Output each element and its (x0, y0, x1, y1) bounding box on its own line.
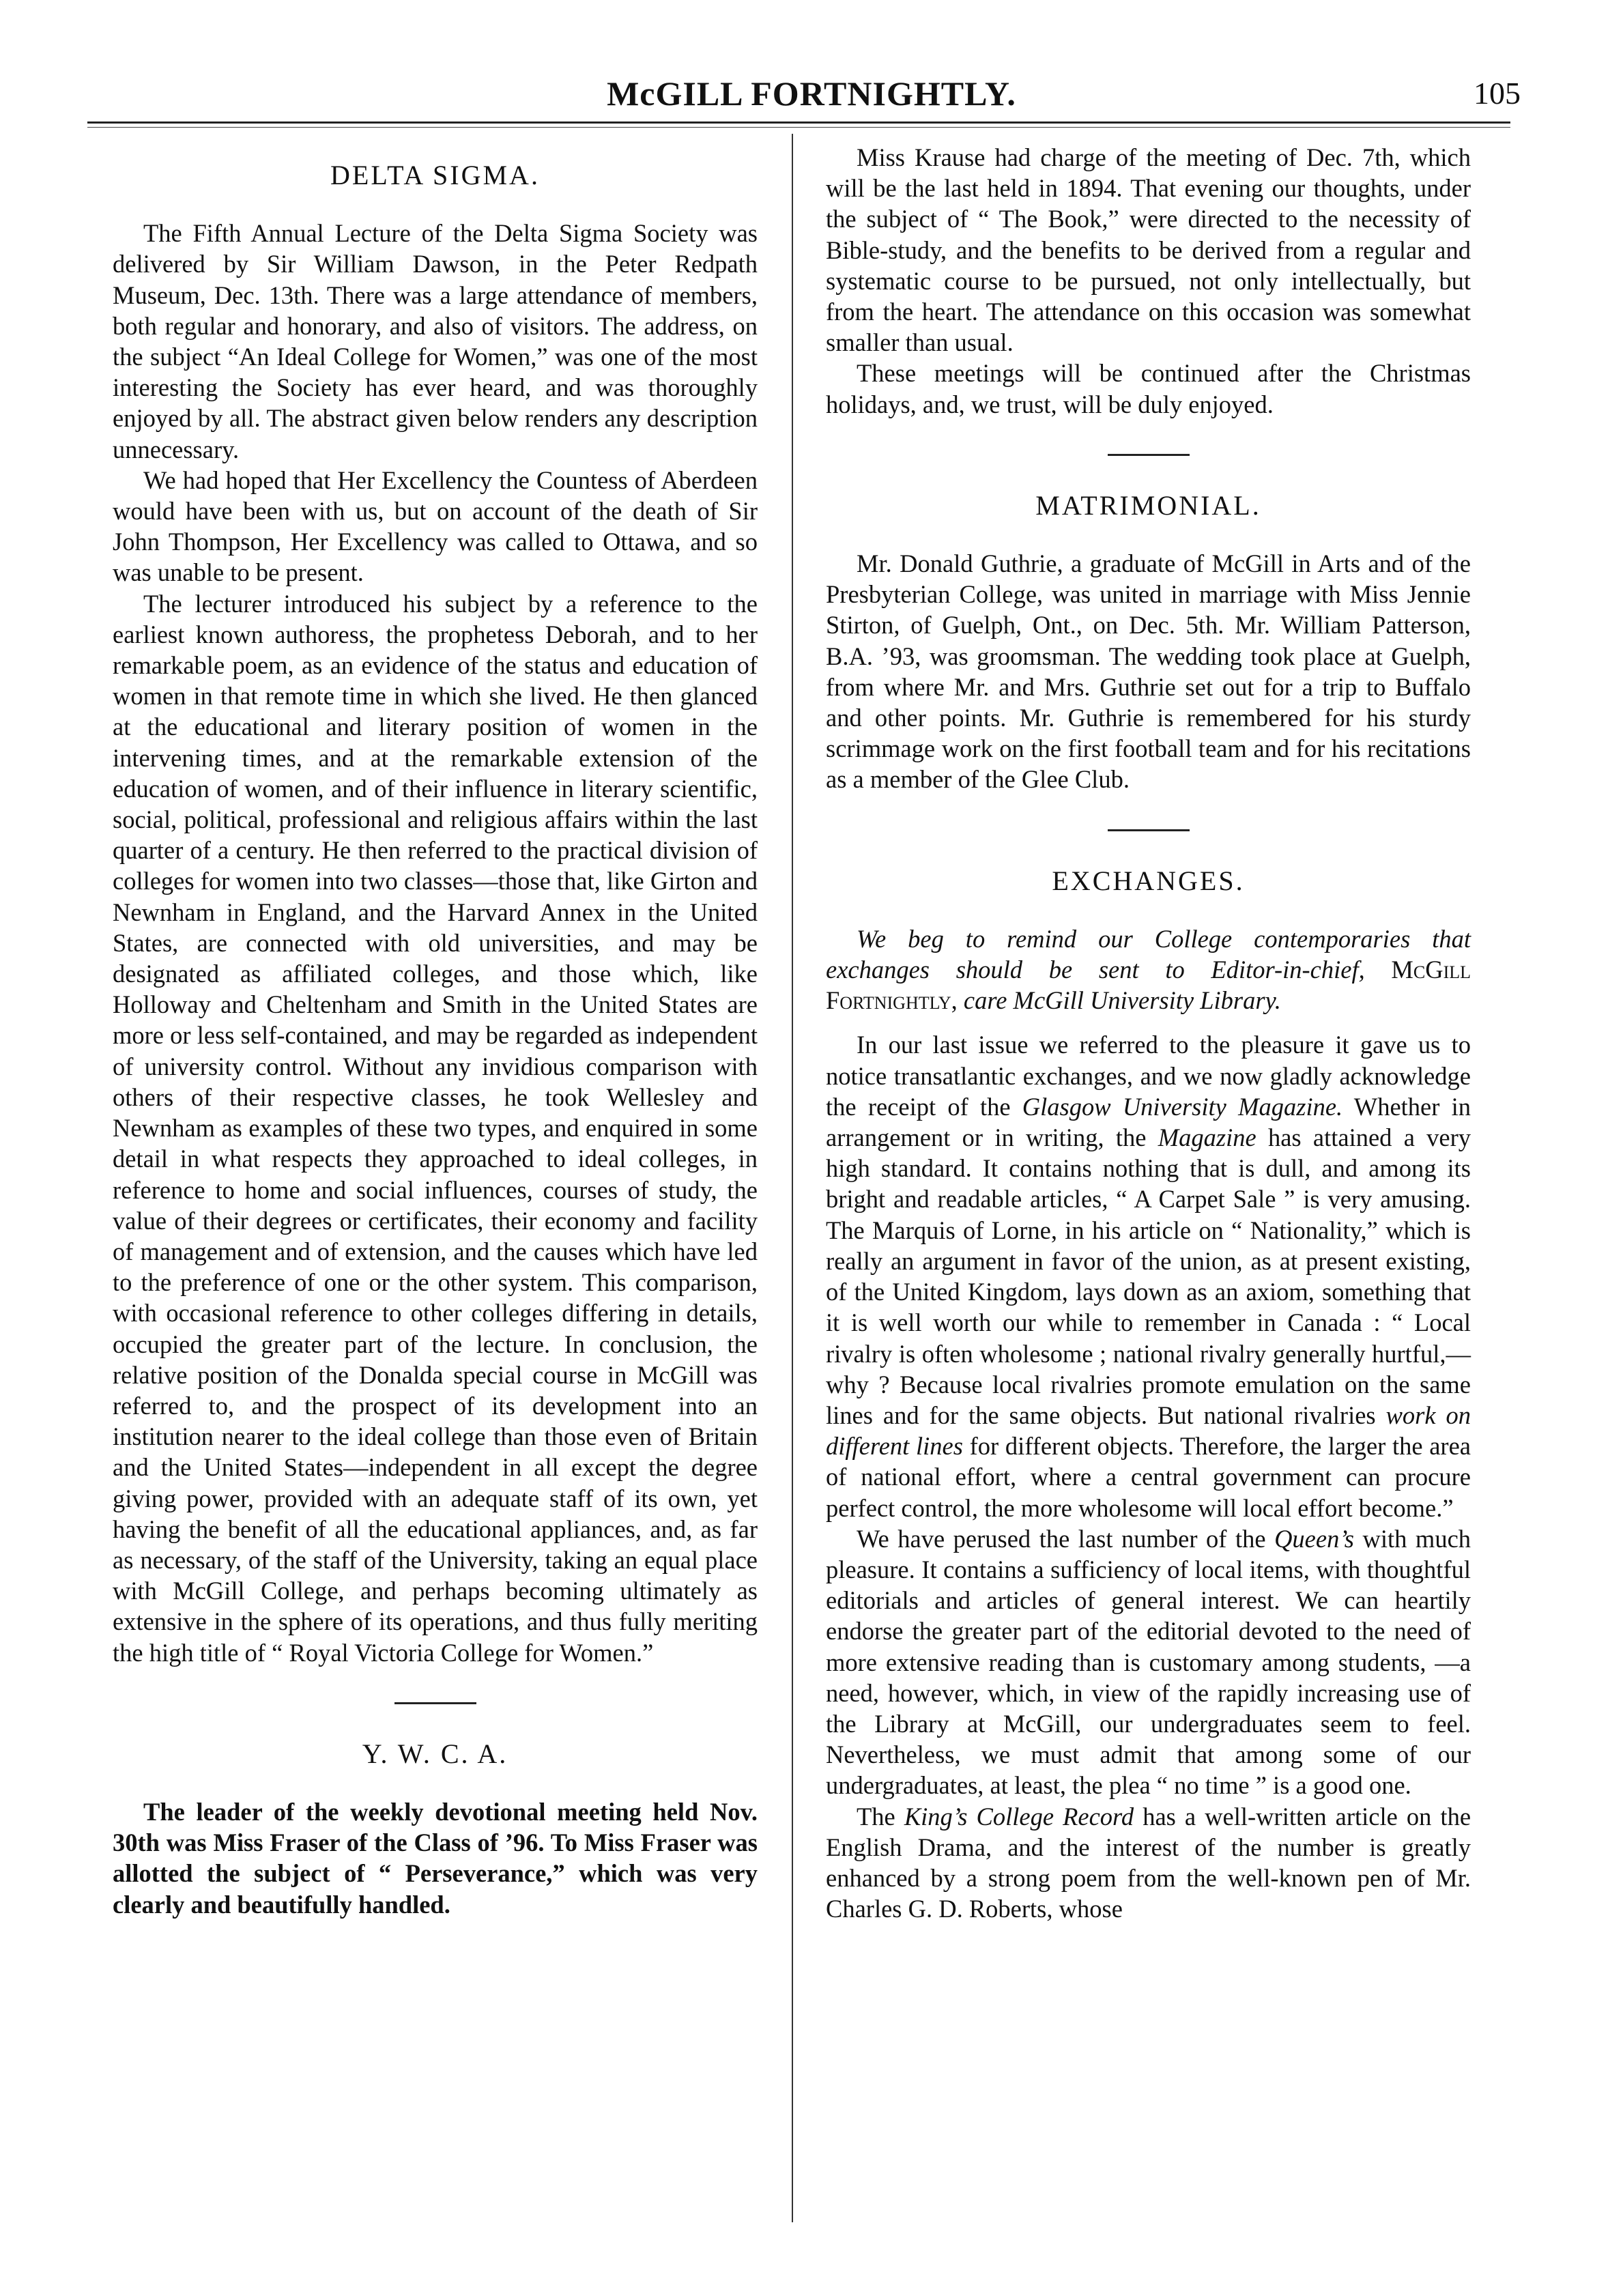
page-number: 105 (1474, 76, 1521, 111)
article-paragraph: The lecturer introduced his subject by a reference to the earliest known authoress, the prophetess Deborah, and to her remarkable poem, as an evidence of the status and education of women in that remote time in which she lived. He then glanced at the educational and literary position of women in the intervening times, and at the remarkable extension of the education of women, and of their influence in literary scientific, social, political, professional and religious affairs within the last quarter of a century. He then referred to the practical division of colleges for women into two classes—those that, like Girton and Newnham in England, and the Harvard Annex in the United States, are connected with old universities, and may be designated as affiliated colleges, and those which, like Holloway and Cheltenham and Smith in the United States are more or less self-contained, and may be regarded as independent of university control. Without any invidious comparison with others of their respective classes, he took Wellesley and Newnham as examples of these two types, and enquired in some detail in what respects they approached to ideal colleges, in reference to home and social influences, courses of study, the value of their degrees or certificates, their economy and facility of management and of extension, and the causes which have led to the preference of one or the other system. This comparison, with occasional reference to other colleges differing in details, occupied the greater part of the lecture. In conclusion, the relative position of the Donalda special course in McGill was referred to, and the prospect of its development into an institution nearer to the ideal college than those even of Britain and the United States—independent in all except the degree giving power, provided with an adequate staff of its own, yet having the benefit of all the educational appliances, and, as far as necessary, of the staff of the University, taking an equal place with McGill College, and perhaps becoming ultimately as extensive in the sphere of its operations, and thus fully meriting the high title of “ Royal Victoria College for Women.” (113, 589, 758, 1667)
section-ywca (113, 1738, 758, 1920)
text-run: The (857, 1802, 895, 1831)
emphasis: work on different lines (826, 1401, 1471, 1461)
section-exchanges (826, 865, 1471, 1925)
column-divider (792, 134, 793, 2222)
publication-title: Queen’s (1274, 1524, 1354, 1553)
article-paragraph: The Fifth Annual Lecture of the Delta Sigma Society was delivered by Sir William Dawson, in the Peter Redpath Museum, Dec. 13th. There was a large attendance of members, both regular and honorary, and also of visitors. The address, on the subject “An Ideal College for Women,” was one of the most interesting the Society has ever heard, and was thoroughly enjoyed by all. The abstract given below renders any description unnecessary. (113, 219, 758, 463)
article-paragraph (826, 1801, 1471, 1925)
header-rule (87, 121, 1510, 124)
text-run: Whether in arrangement or in writing, the (826, 1092, 1471, 1152)
article-paragraph: The leader of the weekly devotional meeting held Nov. 30th was Miss Fraser of the Class of ’96. To Miss Fraser was allotted the subject of “ Perseverance,” which was very clearly and beautifully handled. (113, 1797, 758, 1919)
text-run: has attained a very high standard. It contains nothing that is dull, and among its bright and readable articles, “ A Carpet Sale ” is very amusing. The Marquis of Lorne, in his article on “ Nationality,” which is really an argument in favor of the union, as at present existing, of the United Kingdom, lays down as an axiom, something that it is well worth our while to remember in Canada : “ Local rivalry is often wholesome ; national rivalry generally hurtful,—why ? Because local rivalries promote emulation on the same lines and for the same objects. But national rivalries (826, 1123, 1471, 1429)
section-heading-ywca: Y. W. C. A. (362, 1738, 508, 1769)
text-run: with much pleasure. It contains a sufficiency of local items, with thoughtful editorials and articles of general interest. We can heartily endorse the greater part of the editorial devoted to the need of more extensive reading than is customary among students, —a need, however, which, in view of the rapidly increasing use of the Library at McGill, our undergraduates seem to feel. Nevertheless, we must admit that among some of our undergraduates, at least, the plea “ no time ” is a good one. (826, 1524, 1471, 1800)
section-heading-matrimonial: MATRIMONIAL. (1035, 489, 1261, 521)
text-run: We have perused the last number of the (857, 1524, 1266, 1553)
section-heading-exchanges: EXCHANGES. (1052, 865, 1245, 896)
masthead (0, 68, 1623, 116)
exchanges-notice (826, 923, 1471, 1016)
notice-publication-name: McGill Fortnightly, (826, 956, 1471, 1015)
section-heading-delta-sigma: DELTA SIGMA. (330, 160, 540, 190)
notice-text: We beg to remind our College contemporaries that exchanges should be sent to Editor-in-chief, (826, 924, 1471, 984)
publication-title: Glasgow University Magazine. (1022, 1092, 1343, 1121)
section-separator (1108, 829, 1190, 831)
article-paragraph (826, 1029, 1471, 1523)
running-title: McGILL FORTNIGHTLY. (607, 74, 1016, 113)
section-delta-sigma (113, 160, 758, 1668)
article-paragraph: Mr. Donald Guthrie, a graduate of McGill in Arts and of the Presbyterian College, was united in marriage with Miss Jennie Stirton, of Guelph, Ont., on Dec. 5th. Mr. William Patterson, B.A. ’93, was groomsman. The wedding took place at Guelph, from where Mr. and Mrs. Guthrie set out for a trip to Buffalo and other points. Mr. Guthrie is remembered for his sturdy scrimmage work on the first football team and for his recitations as a member of the Glee Club. (826, 549, 1471, 794)
section-separator (1108, 454, 1190, 456)
publication-title: Magazine (1158, 1123, 1256, 1152)
article-paragraph: We had hoped that Her Excellency the Countess of Aberdeen would have been with us, but on account of the death of Sir John Thompson, Her Excellency was called to Ottawa, and so was unable to be present. (113, 465, 758, 587)
notice-address: care McGill University Library. (963, 986, 1281, 1015)
text-run: has a well-written article on the English Drama, and the interest of the number is greatly enhanced by a strong poem from the well-known pen of Mr. Charles G. D. Roberts, whose (826, 1802, 1471, 1923)
publication-title: King’s College Record (904, 1802, 1134, 1831)
left-column (113, 142, 758, 1920)
section-separator (394, 1702, 476, 1704)
text-run: In our last issue we referred to the pleasure it gave us to notice transatlantic exchanges, and we now gladly acknowledge the receipt of the (826, 1031, 1471, 1121)
article-paragraph: Miss Krause had charge of the meeting of Dec. 7th, which will be the last held in 1894. That evening our thoughts, under the subject of “ The Book,” were directed to the necessity of Bible-study, and the benefits to be derived from a regular and systematic course to be pursued, not only intellectually, but from the heart. The attendance on this occasion was somewhat smaller than usual. (826, 143, 1471, 357)
article-paragraph: These meetings will be continued after the Christmas holidays, and, we trust, will be duly enjoyed. (826, 359, 1471, 418)
text-run: for different objects. Therefore, the larger the area of national effort, where a central government can procure perfect control, the more wholesome will local effort become.” (826, 1432, 1471, 1522)
header-rule-thin (87, 127, 1510, 128)
section-ywca-continued (826, 142, 1471, 420)
right-column (826, 142, 1471, 1924)
article-paragraph (826, 1523, 1471, 1801)
section-matrimonial (826, 490, 1471, 795)
